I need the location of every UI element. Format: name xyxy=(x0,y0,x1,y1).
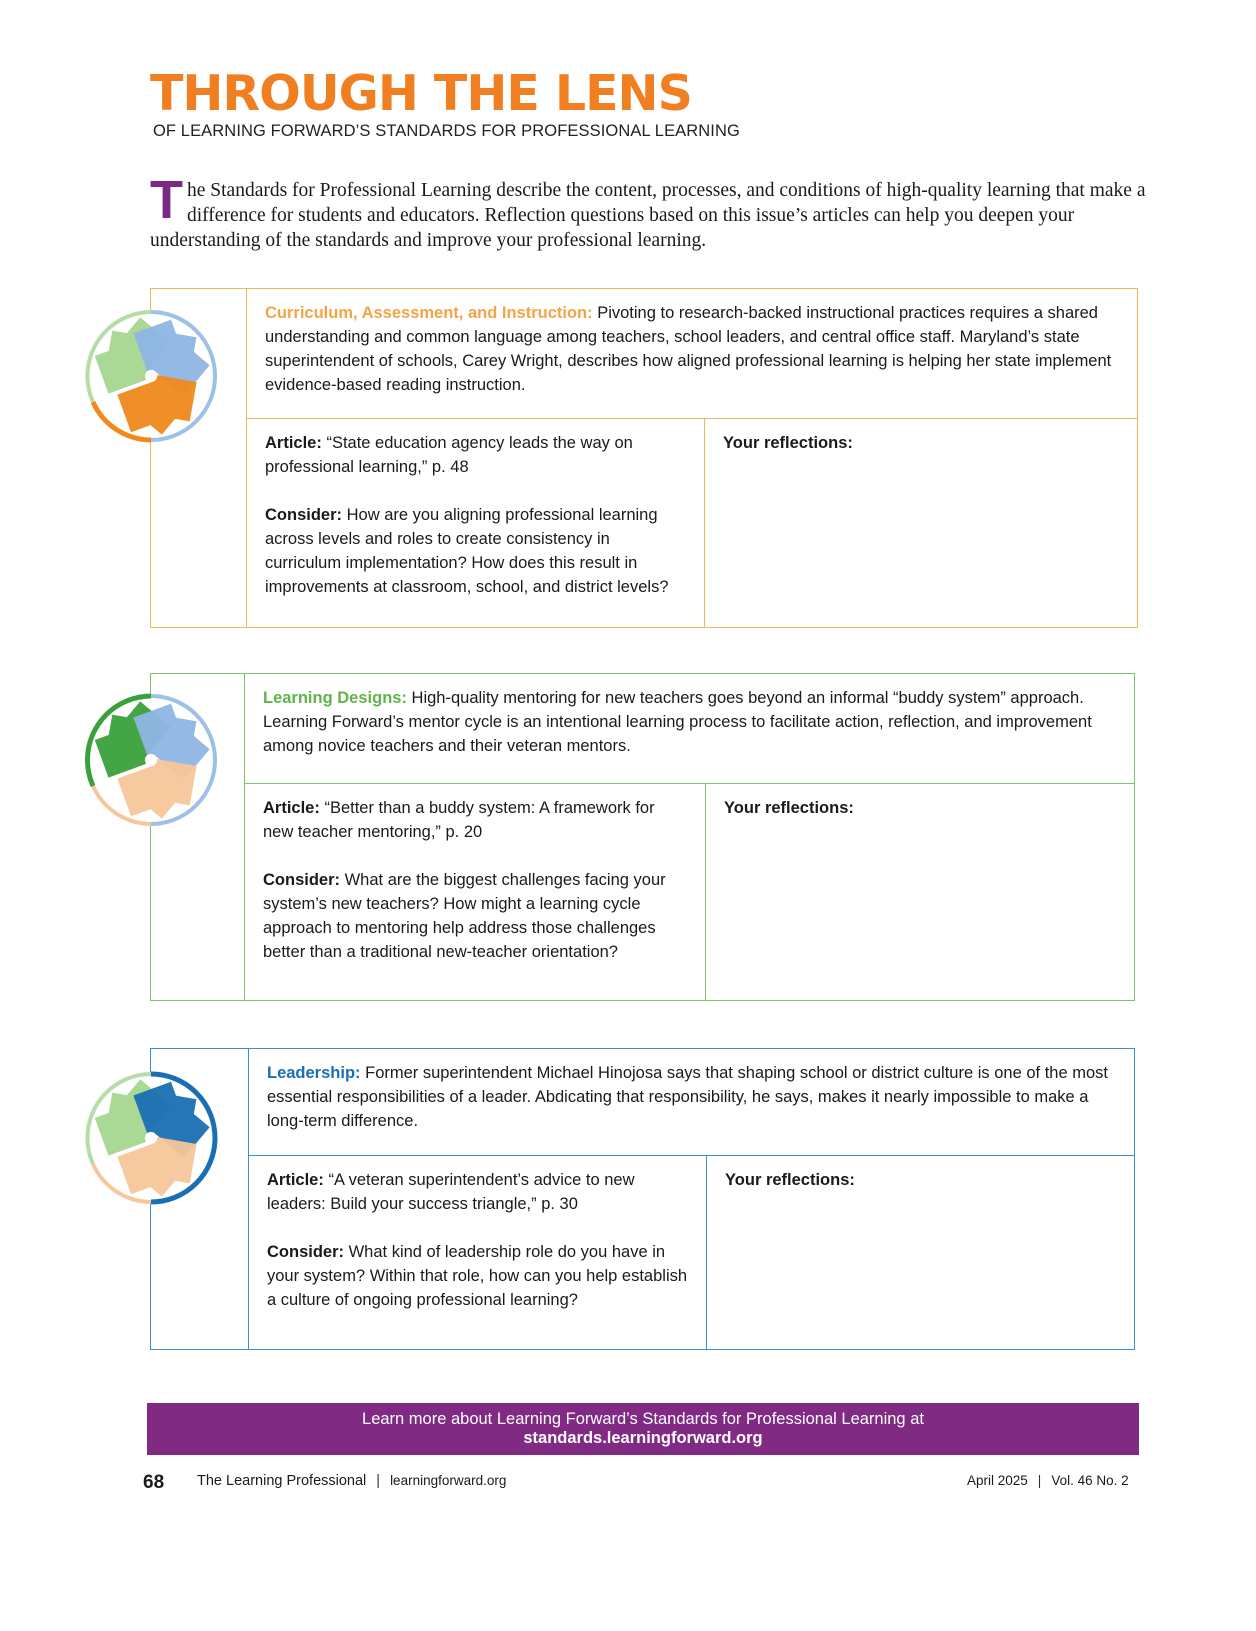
reflections-label: Your reflections: xyxy=(725,1171,855,1189)
footer-separator: | xyxy=(376,1473,381,1489)
standard-name: Curriculum, Assessment, and Instruction: xyxy=(265,304,593,322)
article-title: “A veteran superintendent’s advice to new leaders: Build your success triangle,” p. 30 xyxy=(267,1171,635,1213)
standard-description-text: High-quality mentoring for new teachers goes beyond an informal “buddy system” approach. Learning Forward’s mentor cycle is an intentional learning process to facilitate action, reflection, and improvement among novice teachers and their veteran mentors. xyxy=(263,689,1092,755)
standard-description xyxy=(249,1049,1134,1156)
article-cell xyxy=(245,784,706,1000)
intro-paragraph xyxy=(150,170,1150,253)
learning-designs-standard-emblem-icon xyxy=(81,690,221,830)
reflections-field[interactable] xyxy=(706,784,1134,1000)
page-number: 68 xyxy=(143,1472,165,1493)
article-title: “Better than a buddy system: A framework for new teacher mentoring,” p. 20 xyxy=(263,799,655,841)
reflections-label: Your reflections: xyxy=(723,434,853,452)
standard-name: Learning Designs: xyxy=(263,689,407,707)
standard-description xyxy=(247,289,1137,419)
article-cell xyxy=(247,419,705,627)
standards-banner xyxy=(147,1403,1139,1455)
standards-link[interactable]: standards.learningforward.org xyxy=(523,1429,763,1447)
standard-name: Leadership: xyxy=(267,1064,361,1082)
page-title: THROUGH THE LENS xyxy=(150,65,692,122)
issue-date: April 2025 xyxy=(967,1473,1028,1488)
consider-label: Consider: xyxy=(267,1243,345,1261)
article-cell xyxy=(249,1156,707,1349)
consider-label: Consider: xyxy=(263,871,341,889)
standard-section-leadership xyxy=(150,1048,1135,1350)
standard-section-learning-designs xyxy=(150,673,1135,1001)
standard-section-curriculum xyxy=(150,288,1138,628)
reflections-field[interactable] xyxy=(705,419,1137,627)
drop-cap: T xyxy=(150,170,183,230)
standard-description-text: Former superintendent Michael Hinojosa says that shaping school or district culture is one of the most essential responsibilities of a leader. Abdicating that responsibility, he says, makes it nearly impossible to make a long-term difference. xyxy=(267,1064,1108,1130)
article-label: Article: xyxy=(265,434,322,452)
intro-text: he Standards for Professional Learning describe the content, processes, and conditions of high-quality learning that make a difference for students and educators. Reflection questions based on this issue’s articles can help you deepen your understanding of the standards and improve your professional learning. xyxy=(150,180,1146,251)
reflections-label: Your reflections: xyxy=(724,799,854,817)
issue-volume: Vol. 46 No. 2 xyxy=(1051,1473,1129,1488)
publication-name: The Learning Professional xyxy=(197,1473,367,1489)
footer-issue xyxy=(967,1473,1129,1488)
page-subtitle: OF LEARNING FORWARD’S STANDARDS FOR PROFESSIONAL LEARNING xyxy=(153,122,740,140)
standard-description-text: Pivoting to research-backed instructional practices requires a shared understanding and common language among teachers, school leaders, and central office staff. Maryland’s state superintendent of schools, Carey Wright, describes how aligned professional learning is helping her state implement evidence-based reading instruction. xyxy=(265,304,1112,394)
footer-publication xyxy=(197,1473,506,1489)
article-title: “State education agency leads the way on professional learning,” p. 48 xyxy=(265,434,633,476)
standard-description xyxy=(245,674,1134,784)
consider-question: How are you aligning professional learning across levels and roles to create consistency in curriculum implementation? How does this result in improvements at classroom, school, and district levels? xyxy=(265,506,669,596)
consider-question: What kind of leadership role do you have in your system? Within that role, how can you help establish a culture of ongoing professional learning? xyxy=(267,1243,688,1309)
footer-separator: | xyxy=(1037,1473,1042,1488)
reflections-field[interactable] xyxy=(707,1156,1134,1349)
article-label: Article: xyxy=(267,1171,324,1189)
footer-site-link[interactable]: learningforward.org xyxy=(390,1473,507,1488)
banner-text: Learn more about Learning Forward’s Standards for Professional Learning at xyxy=(362,1410,924,1428)
article-label: Article: xyxy=(263,799,320,817)
consider-label: Consider: xyxy=(265,506,343,524)
curriculum-standard-emblem-icon xyxy=(81,306,221,446)
leadership-standard-emblem-icon xyxy=(81,1068,221,1208)
consider-question: What are the biggest challenges facing your system’s new teachers? How might a learning cycle approach to mentoring help address those challenges better than a traditional new-teacher orientation? xyxy=(263,871,666,961)
